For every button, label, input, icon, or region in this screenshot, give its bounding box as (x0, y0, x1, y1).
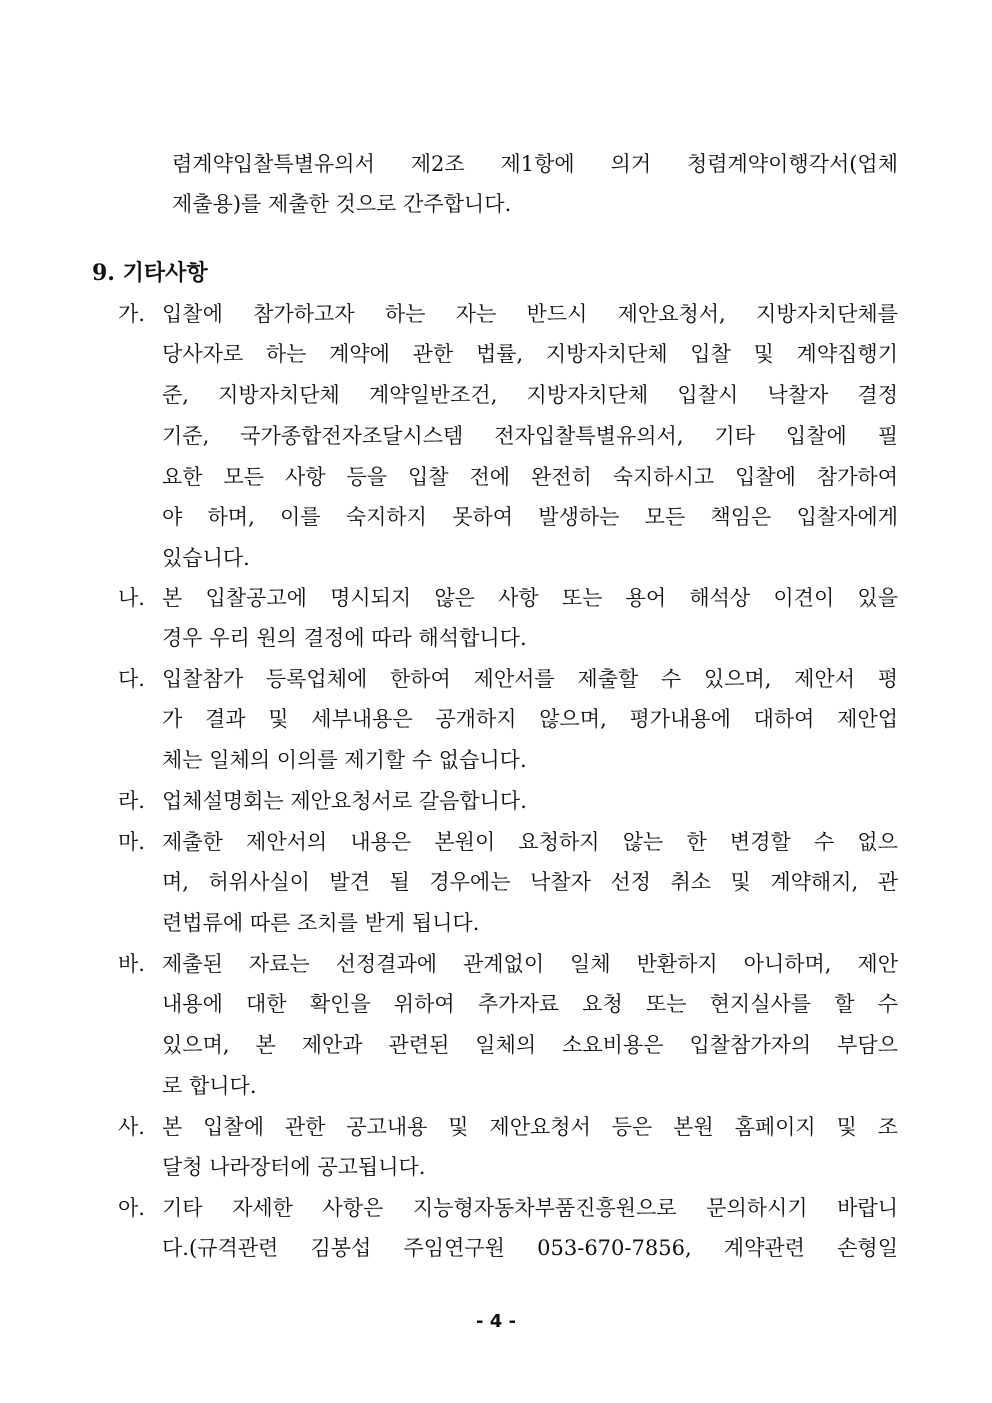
list-item-da (118, 665, 898, 775)
item-line: 체는 일체의 이의를 제기할 수 없습니다. (162, 748, 527, 772)
item-label: 라. (118, 789, 145, 813)
item-label: 가. (118, 302, 145, 326)
list-item-a (118, 1194, 898, 1264)
list-item-ba (118, 950, 898, 1100)
item-line: 경우 우리 원의 결정에 따라 해석합니다. (162, 626, 527, 650)
item-line: 달청 나라장터에 공고됩니다. (162, 1155, 426, 1179)
item-line: 입찰참가 등록업체에 한하여 제안서를 제출할 수 있으며, 제안서 평 (162, 667, 898, 691)
page-number: - 4 - (476, 1311, 516, 1332)
item-line: 련법류에 따른 조치를 받게 됩니다. (162, 911, 480, 935)
item-label: 다. (118, 667, 145, 691)
item-line: 며, 허위사실이 발견 될 경우에는 낙찰자 선정 취소 및 계약해지, 관 (162, 870, 898, 894)
item-label: 아. (118, 1196, 145, 1220)
item-line: 준, 지방자치단체 계약일반조건, 지방자치단체 입찰시 낙찰자 결정 (162, 383, 898, 407)
item-label: 바. (118, 952, 145, 976)
item-label: 사. (118, 1115, 145, 1139)
item-line: 기타 자세한 사항은 지능형자동차부품진흥원으로 문의하시기 바랍니 (162, 1196, 898, 1220)
item-line: 다.(규격관련 김봉섭 주임연구원 053-670-7856, 계약관련 손형일 (162, 1236, 898, 1260)
item-line: 야 하며, 이를 숙지하지 못하여 발생하는 모든 책임은 입찰자에게 (162, 505, 898, 529)
item-line: 내용에 대한 확인을 위하여 추가자료 요청 또는 현지실사를 할 수 (162, 992, 898, 1016)
item-line: 가 결과 및 세부내용은 공개하지 않으며, 평가내용에 대하여 제안업 (162, 707, 898, 731)
item-label: 마. (118, 830, 145, 854)
item-line: 기준, 국가종합전자조달시스템 전자입찰특별유의서, 기타 입찰에 필 (162, 424, 898, 448)
list-item-ra (118, 787, 898, 817)
item-line: 제출된 자료는 선정결과에 관계없이 일체 반환하지 아니하며, 제안 (162, 952, 898, 976)
item-line: 본 입찰공고에 명시되지 않은 사항 또는 용어 해석상 이견이 있을 (162, 586, 898, 610)
list-item-ma (118, 828, 898, 938)
item-line: 요한 모든 사항 등을 입찰 전에 완전히 숙지하시고 입찰에 참가하여 (162, 465, 898, 489)
list-item-na (118, 584, 898, 654)
item-line: 업체설명회는 제안요청서로 갈음합니다. (162, 789, 527, 813)
item-line: 있으며, 본 제안과 관련된 일체의 소요비용은 입찰참가자의 부담으 (162, 1033, 898, 1057)
section-heading: 9. 기타사항 (92, 260, 208, 286)
item-line: 제출한 제안서의 내용은 본원이 요청하지 않는 한 변경할 수 없으 (162, 830, 898, 854)
item-line: 로 합니다. (162, 1074, 257, 1098)
item-label: 나. (118, 586, 145, 610)
item-line: 입찰에 참가하고자 하는 자는 반드시 제안요청서, 지방자치단체를 (162, 302, 898, 326)
list-item-ga (118, 300, 898, 572)
item-line: 당사자로 하는 계약에 관한 법률, 지방자치단체 입찰 및 계약집행기 (162, 342, 898, 366)
list-item-sa (118, 1113, 898, 1183)
item-line: 본 입찰에 관한 공고내용 및 제안요청서 등은 본원 홈페이지 및 조 (162, 1115, 898, 1139)
item-line: 있습니다. (162, 546, 250, 570)
intro-line-2: 제출용)를 제출한 것으로 간주합니다. (172, 192, 512, 216)
intro-line-1: 렴계약입찰특별유의서 제2조 제1항에 의거 청렴계약이행각서(업체 (172, 152, 898, 176)
